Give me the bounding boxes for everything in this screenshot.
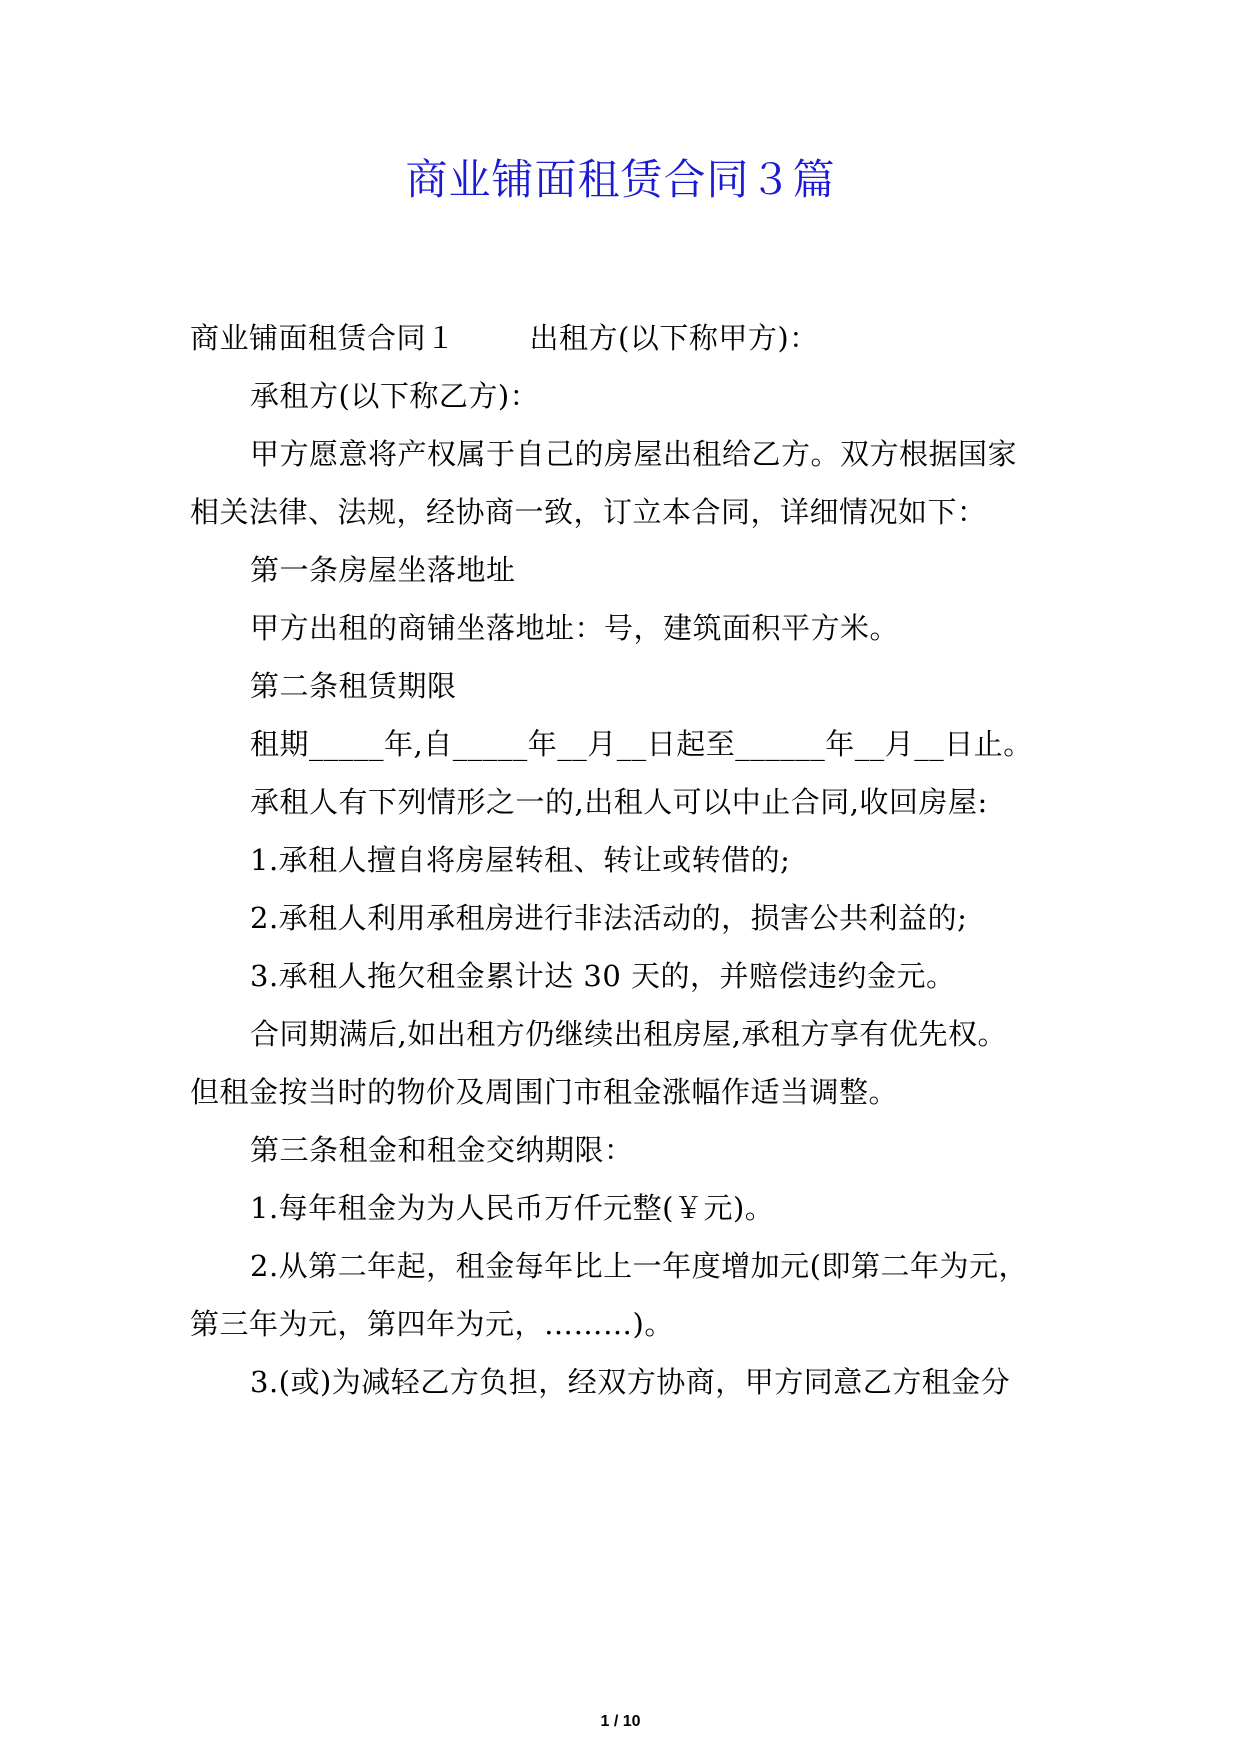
section-heading: 第二条租赁期限 (250, 669, 457, 703)
lessor-label: 出租方(以下称甲方)： (529, 321, 819, 355)
paragraph: 承租人有下列情形之一的,出租人可以中止合同,收回房屋: (250, 785, 988, 819)
paragraph: 租期_____年,自_____年__月__日起至______年__月__日止。 (250, 727, 1033, 761)
list-item: 1.承租人擅自将房屋转租、转让或转借的; (250, 843, 791, 877)
paragraph: 但租金按当时的物价及周围门市租金涨幅作适当调整。 (190, 1075, 899, 1109)
list-item: 3.承租人拖欠租金累计达 30 天的，并赔偿违约金元。 (250, 959, 956, 993)
paragraph: 合同期满后,如出租方仍继续出租房屋,承租方享有优先权。 (250, 1017, 1007, 1051)
paragraph: 承租方(以下称乙方)： (250, 379, 540, 413)
list-item: 2.承租人利用承租房进行非法活动的，损害公共利益的; (250, 901, 968, 935)
section-heading: 第三条租金和租金交纳期限： (250, 1133, 634, 1167)
paragraph: 甲方愿意将产权属于自己的房屋出租给乙方。双方根据国家 (250, 437, 1018, 471)
list-item: 3.(或)为减轻乙方负担，经双方协商，甲方同意乙方租金分 (250, 1365, 1011, 1399)
section-heading: 第一条房屋坐落地址 (250, 553, 516, 587)
list-item: 1.每年租金为为人民币万仟元整(￥元)。 (250, 1191, 775, 1225)
document-title: 商业铺面租赁合同３篇 (405, 155, 836, 204)
paragraph: 相关法律、法规，经协商一致，订立本合同，详细情况如下： (190, 495, 987, 529)
paragraph: 甲方出租的商铺坐落地址：号，建筑面积平方米。 (250, 611, 900, 645)
list-item: 2.从第二年起，租金每年比上一年度增加元(即第二年为元， (250, 1249, 1028, 1283)
contract-heading: 商业铺面租赁合同１ (190, 321, 456, 355)
page-number: 1 / 10 (600, 1713, 641, 1730)
heading-line (190, 318, 1070, 358)
paragraph: 第三年为元，第四年为元，………)。 (190, 1307, 674, 1341)
